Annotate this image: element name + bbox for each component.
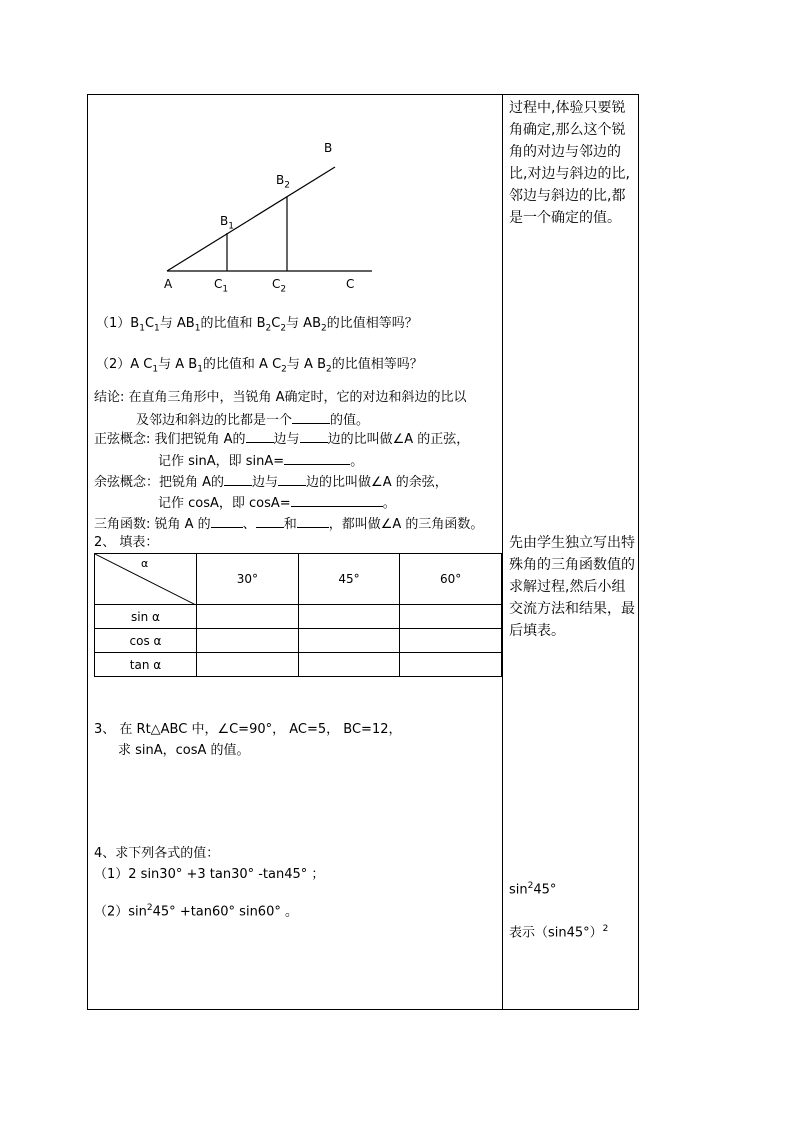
- cell-cos-30[interactable]: [197, 629, 299, 653]
- blank-sine-1[interactable]: [246, 430, 274, 443]
- cosine-concept-line-1: 余弦概念：把锐角 A的 边与 边的比叫做∠A 的余弦，: [94, 475, 448, 490]
- blank-trig-1[interactable]: [211, 515, 243, 528]
- frame-right: [638, 94, 639, 1010]
- side-note-2: 先由学生独立写出特殊角的三角函数值的求解过程,然后小组交流方法和结果，最后填表。: [509, 535, 635, 639]
- cell-tan-60[interactable]: [400, 653, 502, 677]
- side-note-3: $\sin^245^\circ$: [509, 881, 557, 898]
- task-4-item-1: （1）2 sin30° +3 tan30° -tan45° ；: [94, 867, 325, 882]
- blank-sine-2[interactable]: [300, 430, 328, 443]
- blank-trig-2[interactable]: [256, 515, 284, 528]
- side-note-4: 表示$(\sin 45^\circ)^2$: [509, 924, 609, 941]
- table-corner-cell: [95, 554, 197, 605]
- label-C: C: [346, 277, 355, 291]
- task-3-line-1: 3、 在 Rt△ABC 中，∠C=90°， AC=5， BC=12，: [94, 722, 402, 737]
- trig-values-table: [94, 553, 502, 677]
- hypotenuse-line: [167, 167, 335, 271]
- sine-concept-line-1: 正弦概念: 我们把锐角 A的 边与 边的比叫做∠A 的正弦，: [94, 432, 470, 447]
- question-2: （2）A $C_1$与 A $B_1$的比值和 A $C_2$与 A $B_2$的比值相等吗？: [96, 357, 423, 375]
- blank-trig-3[interactable]: [297, 515, 329, 528]
- row-label-sin: sin α: [95, 605, 197, 629]
- task-4-title: 4、求下列各式的值：: [94, 846, 220, 861]
- sine-concept-line-2: 记作 sinA，即 sinA= 。: [158, 454, 364, 469]
- blank-cosine-3[interactable]: [291, 494, 383, 507]
- triangle-figure: [150, 130, 390, 300]
- label-B: B: [324, 141, 333, 155]
- row-label-cos: cos α: [95, 629, 197, 653]
- cell-tan-45[interactable]: [298, 653, 400, 677]
- label-C2: $C_2$: [272, 277, 287, 295]
- frame-bottom: [87, 1009, 639, 1010]
- side-note-1: 过程中,体验只要锐角确定,那么这个锐角的对边与邻边的比,对边与斜边的比,邻边与斜边的比,都是一个确定的值。: [509, 100, 630, 226]
- frame-top: [87, 94, 639, 95]
- label-A: A: [164, 277, 173, 291]
- cell-tan-30[interactable]: [197, 653, 299, 677]
- header-60: 60°: [400, 554, 502, 605]
- cell-cos-60[interactable]: [400, 629, 502, 653]
- cell-sin-45[interactable]: [298, 605, 400, 629]
- label-B1: $B_1$: [220, 214, 234, 232]
- cell-sin-30[interactable]: [197, 605, 299, 629]
- conclusion-line-2: 及邻边和斜边的比都是一个 的值。: [136, 413, 370, 428]
- alpha-label: α: [141, 557, 149, 570]
- task-4-item-2: $(2)\sin^245^\circ +\tan 60^\circ$ sin60° 。: [94, 903, 298, 920]
- label-C1: $C_1$: [214, 277, 229, 295]
- blank-sine-3[interactable]: [284, 452, 350, 465]
- blank-cosine-1[interactable]: [224, 473, 252, 486]
- row-label-tan: tan α: [95, 653, 197, 677]
- cell-cos-45[interactable]: [298, 629, 400, 653]
- conclusion-line-1: 结论: 在直角三角形中，当锐角 A确定时，它的对边和斜边的比以: [94, 390, 467, 405]
- frame-left: [87, 94, 88, 1010]
- task-2-title: 2、 填表：: [94, 535, 159, 550]
- trig-functions-line: 三角函数: 锐角 A 的 、 和 ，都叫做∠A 的三角函数。: [94, 517, 484, 532]
- label-B2: $B_2$: [276, 173, 290, 191]
- task-3-line-2: 求 sinA，cosA 的值。: [118, 743, 250, 758]
- blank-conclusion[interactable]: [292, 411, 330, 424]
- header-45: 45°: [298, 554, 400, 605]
- cell-sin-60[interactable]: [400, 605, 502, 629]
- question-1: $(1)B_1C_1$与 $AB_1$的比值和 $B_2C_2$与 $AB_2$的比值相等吗？: [96, 316, 418, 334]
- cosine-concept-line-2: 记作 cosA，即 cosA= 。: [158, 496, 396, 511]
- header-30: 30°: [197, 554, 299, 605]
- blank-cosine-2[interactable]: [278, 473, 306, 486]
- frame-divider: [502, 94, 503, 1010]
